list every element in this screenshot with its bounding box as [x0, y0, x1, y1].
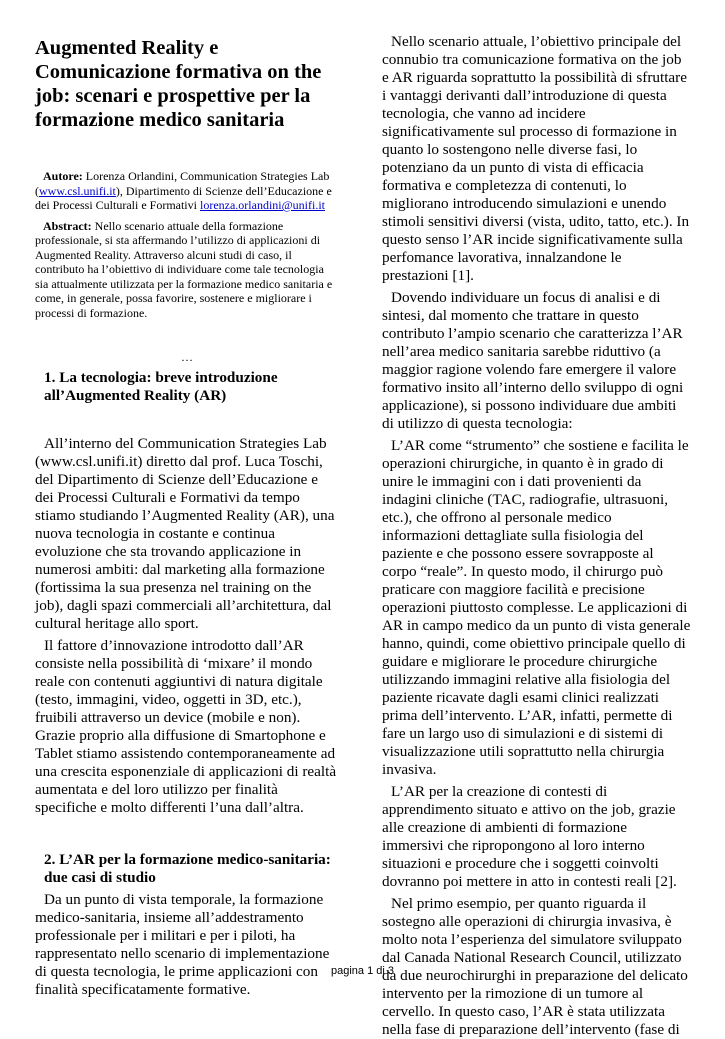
author-affiliation: ), Dipartimento di Scienze dell’Educazione e dei Processi Culturali e Formativi	[35, 183, 332, 212]
section-1-heading: 1. La tecnologia: breve introduzione all’Augmented Reality (AR)	[44, 369, 278, 404]
section-1-paragraph: Il fattore d’innovazione introdotto dall’AR consiste nella possibilità di ‘mixare’ il mondo reale con contenuti aggiuntivi di natura digitale (testo, immagini, video, oggetti in 3D, etc.), fruibili attraverso un device (mobile e non). Grazie proprio alla diffusione di Smartophone e Tablet stiamo assistendo contemporaneamente ad una crescita esponenziale di applicazioni di realtà aumentata e del loro utilizzo per finalità specifiche e molto differenti l’una dall’altra.	[35, 637, 337, 816]
section-1-paragraph: All’interno del Communication Strategies Lab (www.csl.unifi.it) diretto dal prof. Luca Toschi, del Dipartimento di Scienze dell’Educazione e dei Processi Culturali e Formativi da tempo stiamo studiando l’Augmented Reality (AR), una nuova tecnologia in costante e continua evoluzione che sta trovando applicazione in numerosi ambiti: dal marketing alla formazione (fortissima la sua presenza nel training on the job), dagli spazi commerciali all’architettura, dal cultural heritage allo sport.	[35, 435, 335, 632]
separator: …	[181, 350, 193, 364]
spacer	[35, 132, 339, 169]
abstract-label: Abstract:	[43, 218, 92, 233]
left-column	[35, 36, 339, 999]
paper-title: Augmented Reality e Comunicazione formativa on the job: scenari e prospettive per la formazione medico sanitaria	[35, 37, 322, 131]
right-paragraph: Nello scenario attuale, l’obiettivo principale del connubio tra comunicazione formativa on the job e AR riguarda soprattutto la possibilità di sfruttare i vantaggi derivanti dall’introduzione di questa tecnologia, che vanno ad incidere significativamente sul processo di formazione in quanto lo sostengono nelle diverse fasi, lo potenziano da un punto di vista di efficacia formativa e completezza di contenuti, lo migliorano introducendo simulazioni e unendo stimoli sensitivi diversi (vista, udito, tatto, etc.). In questo senso l’AR incide significativamente sulla perfomance lavorativa, innalzandone le prestazioni [1].	[382, 33, 690, 284]
right-paragraph: L’AR per la creazione di contesti di apprendimento situato e attivo on the job, grazie alle creazione di ambienti di formazione immersivi che ripropongono al loro interno situazioni e procedure che i soggetti coinvolti dovranno poi mettere in atto in contesti reali [2].	[382, 783, 677, 890]
abstract-block	[35, 219, 339, 321]
right-paragraph: Nel primo esempio, per quanto riguarda il sostegno alle operazioni di chirurgia invasiva, è molto nota l’esperienza del simulatore sviluppato dal Canada National Research Council, utilizzato da due neurochirurghi in preparazione del delicato intervento per la rimozione di un tumore al cervello. In questo caso, l’AR è stata utilizzata nella fase di preparazione dell’intervento (fase di	[382, 895, 688, 1038]
section-2-heading: 2. L’AR per la formazione medico-sanitaria: due casi di studio	[44, 851, 331, 886]
section-2-paragraph: Da un punto di vista temporale, la formazione medico-sanitaria, insieme all’addestramento professionale per i militari e per i piloti, ha rappresentato nello scenario di implementazione di questa tecnologia, le prime applicazioni con finalità specificatamente formative.	[35, 891, 330, 998]
lab-link[interactable]: www.csl.unifi.it	[39, 183, 116, 198]
right-paragraph: L’AR come “strumento” che sostiene e facilita le operazioni chirurgiche, in quanto è in grado di unire le immagini con i dati provenienti da indagini cliniche (TAC, radiografie, ultrasuoni, etc.), che offrono al personale medico informazioni dettagliate sulla fisiologia del paziente e che possono essere sovrapposte al corpo “reale”. In questo modo, il chirurgo può praticare con maggiore facilità e precisione operazioni piuttosto complesse. Le applicazioni di AR in campo medico da un punto di vista generale hanno, quindi, come obiettivo principale quello di guidare e migliorare le procedure chirurgiche utilizzando immagini relative alla fisiologia del paziente ricavate dagli esami clinici realizzati prima dell’intervento. L’AR, infatti, permette di fare un largo uso di simulazioni e di sistemi di visualizzazione utili soprattutto nella chirurgia invasiva.	[382, 437, 691, 778]
author-email-link[interactable]: lorenza.orlandini@unifi.it	[199, 198, 325, 212]
page-footer: pagina 1 di 3	[331, 965, 394, 977]
author-label: Autore:	[43, 169, 83, 183]
author-block	[35, 169, 339, 213]
abstract-text: Nello scenario attuale della formazione professionale, si sta affermando l’utilizzo di applicazioni di Augmented Reality. Attraverso alcuni studi di caso, il contributo ha l’obiettivo di individuare come tale tecnologia sia attualmente utilizzata per la formazione medico sanitaria e come, in generale, possa favorire, sostenere e migliorare i processi di formazione.	[35, 218, 333, 320]
right-paragraph: Dovendo individuare un focus di analisi e di sintesi, dal momento che trattare in questo contributo l’ampio scenario che caratterizza l’AR nell’area medico sanitaria sarebbe riduttivo (a maggior ragione volendo fare emergere il valore formativo insito all’interno dello sviluppo di ogni applicazione), si possono individuare due ambiti di utilizzo di questa tecnologia:	[382, 289, 684, 432]
author-text: Lorenza Orlandini, Communication Strategies Lab (	[35, 169, 330, 198]
right-column	[382, 33, 691, 1039]
